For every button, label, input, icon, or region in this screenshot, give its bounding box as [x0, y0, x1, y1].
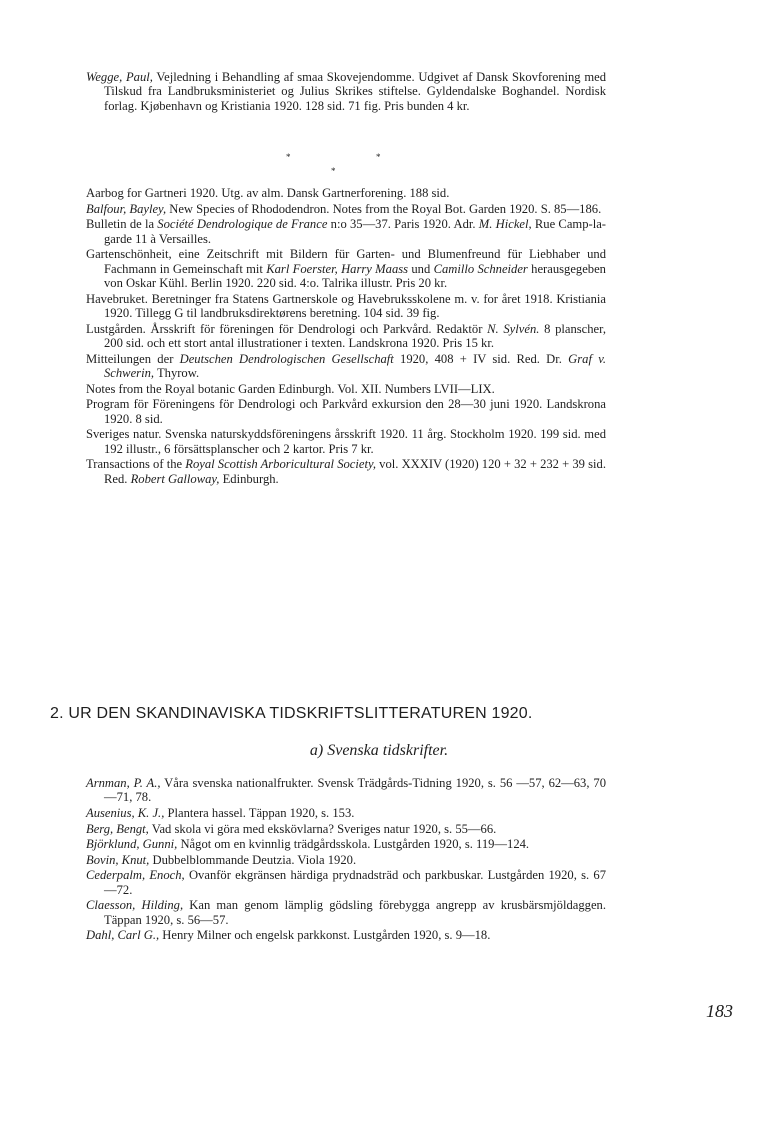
bibliography-entry: Bovin, Knut, Dubbelblommande Deutzia. Viola 1920.	[86, 852, 357, 867]
bibliography-entry: Sveriges natur. Svenska naturskyddsföreningens årsskrift 1920. 11 årg. Stockholm 1920. 199 sid. med 192 illustr., 6 försättsplanscher och 2 kartor. Pris 7 kr.	[86, 427, 606, 456]
bibliography-entry: Arnman, P. A., Våra svenska nationalfrukter. Svensk Trädgårds-Tidning 1920, s. 56 —57, 62—63, 70—71, 78.	[86, 776, 606, 805]
bibliography-entry: Gartenschönheit, eine Zeitschrift mit Bildern für Garten- und Blumenfreund für Liebhaber und Fachmann in Gemeinschaft mit Karl Foerster, Harry Maass und Camillo Schneider herausgegeben von Oskar Kühl. Berlin 1920. 220 sid. 4:o. Talrika illustr. Pris 20 kr.	[86, 247, 606, 290]
periodicals-list	[86, 186, 606, 487]
section-heading: 2. UR DEN SKANDINAVISKA TIDSKRIFTSLITTERATUREN 1920.	[50, 705, 533, 722]
bibliography-entry: Wegge, Paul, Vejledning i Behandling af smaa Skovejendomme. Udgivet af Dansk Skovforening med Tilskud fra Landbruksministeriet og Julius Skrikes stiftelse. Gyldendalske Boghandel. Nordisk forlag. Kjøbenhavn og Kristiania 1920. 128 sid. 71 fig. Pris bunden 4 kr.	[86, 70, 606, 113]
bibliography-entry: Aarbog for Gartneri 1920. Utg. av alm. Dansk Gartnerforening. 188 sid.	[86, 186, 450, 200]
bibliography-entry: Program för Föreningens för Dendrologi och Parkvård exkursion den 28—30 juni 1920. Landskrona 1920. 8 sid.	[86, 397, 606, 426]
bibliography-entry: Havebruket. Beretninger fra Statens Gartnerskole og Havebruksskolene m. v. for året 1918. Kristiania 1920. Tillegg G til landbruksdirektørens beretning. 104 sid. 39 fig.	[86, 291, 606, 320]
bibliography-entry: Mitteilungen der Deutschen Dendrologischen Gesellschaft 1920, 408 + IV sid. Red. Dr. Graf v. Schwerin, Thyrow.	[86, 351, 606, 380]
bibliography-entry: Lustgården. Årsskrift för föreningen för Dendrologi och Parkvård. Redaktör N. Sylvén. 8 planscher, 200 sid. och ett stort antal illustrationer i texten. Landskrona 1920. Pris 15 kr.	[86, 321, 606, 350]
swedish-periodicals-list	[86, 776, 606, 944]
separator-star: *	[331, 166, 336, 176]
bibliography-entry: Björklund, Gunni, Något om en kvinnlig trädgårdsskola. Lustgården 1920, s. 119—124.	[86, 837, 530, 852]
bibliography-entry: Transactions of the Royal Scottish Arboricultural Society, vol. XXXIV (1920) 120 + 32 + 232 + 39 sid. Red. Robert Galloway, Edinburgh.	[86, 457, 606, 486]
subsection-heading: a) Svenska tidskrifter.	[309, 742, 449, 759]
bibliography-entry: Dahl, Carl G., Henry Milner och engelsk parkkonst. Lustgården 1920, s. 9—18.	[86, 928, 491, 943]
bibliography-top	[86, 70, 606, 114]
page-number: 183	[706, 1001, 733, 1021]
bibliography-entry: Bulletin de la Société Dendrologique de France n:o 35—37. Paris 1920. Adr. M. Hickel, Rue Camp-la-garde 11 à Versailles.	[86, 217, 606, 246]
bibliography-entry: Notes from the Royal botanic Garden Edinburgh. Vol. XII. Numbers LVII—LIX.	[86, 381, 495, 396]
bibliography-entry: Balfour, Bayley, New Species of Rhododendron. Notes from the Royal Bot. Garden 1920. S. 85—186.	[86, 201, 602, 216]
bibliography-entry: Berg, Bengt, Vad skola vi göra med ekskövlarna? Sveriges natur 1920, s. 55—66.	[86, 821, 497, 836]
bibliography-entry: Ausenius, K. J., Plantera hassel. Täppan 1920, s. 153.	[86, 806, 355, 820]
bibliography-entry: Cederpalm, Enoch, Ovanför ekgränsen härdiga prydnadsträd och parkbuskar. Lustgården 1920, s. 67—72.	[86, 868, 606, 897]
separator-star: *	[376, 152, 381, 162]
bibliography-entry: Claesson, Hilding, Kan man genom lämplig gödsling förebygga angrepp av krusbärsmjöldaggen. Täppan 1920, s. 56—57.	[86, 898, 606, 927]
separator-star: *	[286, 152, 291, 162]
